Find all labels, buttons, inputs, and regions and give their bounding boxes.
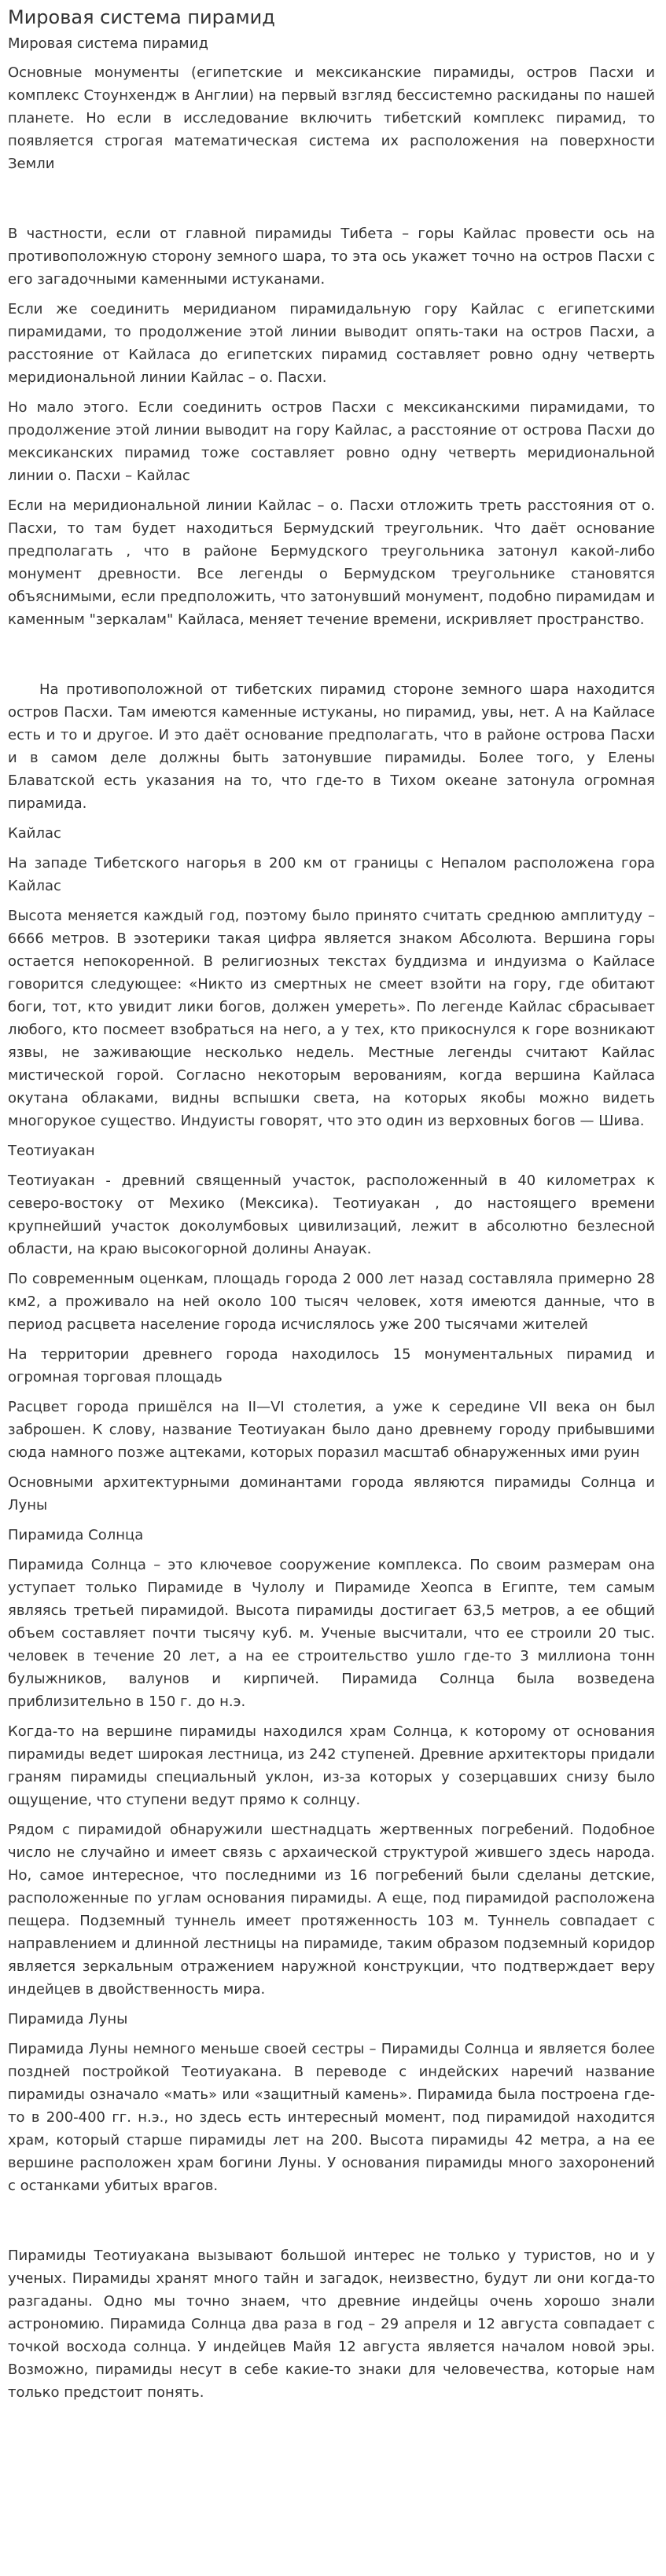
paragraph-teotihuacan-intro: Теотиуакан - древний священный участок, расположенный в 40 километрах к северо-востоку от Мехико (Мексика). Теотиуакан , до настоящего времени крупнейший участок доколумбовых цивилизаций, лежит в абсолютно безлесной области, на краю высокогорной долины Анауак. [8,1172,655,1257]
paragraph-sunken-pyramid: На противоположной от тибетских пирамид стороне земного шара находится остров Пасхи. Там имеются каменные истуканы, но пирамид, увы, нет. А на Кайласе есть и то и другое. И это даёт основание предполагать, что в районе острова Пасхи и в самом деле должны быть затонувшие пирамиды. Более того, у Елены Блаватской есть указания на то, что где-то в Тихом океане затонула огромная пирамида. [8,681,655,812]
paragraph-sun-temple: Когда-то на вершине пирамиды находился храм Солнца, к которому от основания пирамиды ведет широкая лестница, из 242 ступеней. Древние архитекторы придали граням пирамиды специальный уклон, из-за которых у созерцавших снизу было ощущение, что ступени ведут прямо к солнцу. [8,1723,655,1808]
paragraph-kailas-legends: Высота меняется каждый год, поэтому было принято считать среднюю амплитуду –6666 метров. В эзотерики такая цифра является знаком Абсолюта. Вершина горы остается непокоренной. В религиозных текстах буддизма и индуизма о Кайласе говорится следующее: «Никто из смертных не смеет взойти на гору, где обитают боги, тот, кто увидит лики богов, должен умереть». По легенде Кайлас сбрасывает любого, кто посмеет взобраться на него, а у тех, кто прикоснулся к горе возникают язвы, не заживающие несколько недель. Местные легенды считают Кайлас мистической горой. Согласно некоторым верованиям, когда вершина Кайласа окутана облаками, видны вспышки света, на которых якобы можно видеть многорукое существо. Индуисты говорят, что это один из верховных богов — Шива. [8,908,655,1129]
paragraph-teotihuacan-history: Расцвет города пришёлся на II—VI столетия, а уже к середине VII века он был заброшен. К слову, название Теотиуакан было дано древнему городу прибывшими сюда намного позже ацтеками, которых поразил масштаб обнаруженных ими руин [8,1399,655,1461]
page-title: Мировая система пирамид [8,6,275,28]
paragraph-easter-island-axis: В частности, если от главной пирамиды Тибета – горы Кайлас провести ось на противоположную сторону земного шара, то эта ось укажет точно на остров Пасхи с его загадочными каменными истуканами. [8,226,655,288]
page-subtitle: Мировая система пирамид [8,35,208,52]
paragraph-egypt-meridian: Если же соединить меридианом пирамидальную гору Кайлас с египетскими пирамидами, то продолжение этой линии выводит опять-таки на остров Пасхи, а расстояние от Кайласа до египетских пирамид составляет ровно одну четверть меридиональной линии Кайлас – о. Пасхи. [8,301,655,386]
paragraph-bermuda: Если на меридиональной линии Кайлас – о. Пасхи отложить треть расстояния от о. Пасхи, то там будет находиться Бермудский треугольник. Что даёт основание предполагать , что в районе Бермудского треугольника затонул какой-либо монумент древности. Все легенды о Бермудском треугольнике становятся объяснимыми, если предположить, что затонувший монумент, подобно пирамидам и каменным "зеркалам" Кайласа, меняет течение времени, искривляет пространство. [8,497,655,628]
paragraph-teotihuacan-area: По современным оценкам, площадь города 2 000 лет назад составляла примерно 28 км2, а проживало на ней около 100 тысяч человек, хотя имеются данные, что в период расцвета население города исчислялось уже 200 тысячами жителей [8,1271,655,1333]
paragraph-intro: Основные монументы (египетские и мексиканские пирамиды, остров Пасхи и комплекс Стоунхендж в Англии) на первый взгляд бессистемно раскиданы по нашей планете. Но если в исследование включить тибетский комплекс пирамид, то появляется строгая математическая система их расположения на поверхности Земли [8,64,655,172]
paragraph-sun-burials: Рядом с пирамидой обнаружили шестнадцать жертвенных погребений. Подобное число не случайно и имеет связь с архаической структурой жившего здесь народа. Но, самое интересное, что последними из 16 погребений были сделаны детские, расположенные по углам основания пирамиды. А еще, под пирамидой расположена пещера. Подземный туннель имеет протяженность 103 м. Туннель совпадает с направлением и длинной лестницы на пирамиде, таким образом подземный коридор является зеркальным отражением наружной конструкции, что подтверждает веру индейцев в двойственность мира. [8,1822,655,1998]
paragraph-mexico-line: Но мало этого. Если соединить остров Пасхи с мексиканскими пирамидами, то продолжение этой линии выводит на гору Кайлас, а расстояние от острова Пасхи до мексиканских пирамид тоже составляет ровно одну четверть меридиональной линии о. Пасхи – Кайлас [8,399,655,484]
section-heading-sun-pyramid: Пирамида Солнца [8,1527,144,1543]
section-heading-kailas: Кайлас [8,825,61,842]
section-heading-teotihuacan: Теотиуакан [8,1143,95,1159]
paragraph-teotihuacan-pyramids: На территории древнего города находилось 15 монументальных пирамид и огромная торговая площадь [8,1346,655,1385]
paragraph-teotihuacan-dominants: Основными архитектурными доминантами города являются пирамиды Солнца и Луны [8,1474,655,1514]
paragraph-moon-pyramid: Пирамида Луны немного меньше своей сестры – Пирамиды Солнца и является более поздней постройкой Теотиуакана. В переводе с индейских наречий название пирамиды означало «мать» или «защитный камень». Пирамида была построена где-то в 200-400 гг. н.э., но здесь есть интересный момент, под пирамидой находится храм, который старше пирамиды лет на 200. Высота пирамиды 42 метра, а на ее вершине расположен храм богини Луны. У основания пирамиды много захоронений с останками убитых врагов. [8,2041,655,2194]
paragraph-kailas-location: На западе Тибетского нагорья в 200 км от границы с Непалом расположена гора Кайлас [8,855,655,894]
paragraph-sun-pyramid-size: Пирамида Солнца – это ключевое сооружение комплекса. По своим размерам она уступает только Пирамиде в Чулолу и Пирамиде Хеопса в Египте, тем самым являясь третьей пирамидой. Высота пирамиды достигает 63,5 метров, а ее общий объем составляет почти тысячу куб. м. Ученые высчитали, что ее строили 20 тыс. человек в течение 20 лет, а на ее строительство ушло где-то 3 миллиона тонн булыжников, валунов и кирпичей. Пирамида Солнца была возведена приблизительно в 150 г. до н.э. [8,1557,655,1710]
paragraph-conclusion: Пирамиды Теотиуакана вызывают большой интерес не только у туристов, но и у ученых. Пирамиды хранят много тайн и загадок, неизвестно, будут ли они когда-то разгаданы. Одно мы точно знаем, что древние индейцы очень хорошо знали астрономию. Пирамида Солнца два раза в год – 29 апреля и 12 августа совпадает с точкой восхода солнца. У индейцев Майя 12 августа является началом новой эры. Возможно, пирамиды несут в себе какие-то знаки для человечества, которые нам только предстоит понять. [8,2248,655,2401]
section-heading-moon-pyramid: Пирамида Луны [8,2011,128,2027]
